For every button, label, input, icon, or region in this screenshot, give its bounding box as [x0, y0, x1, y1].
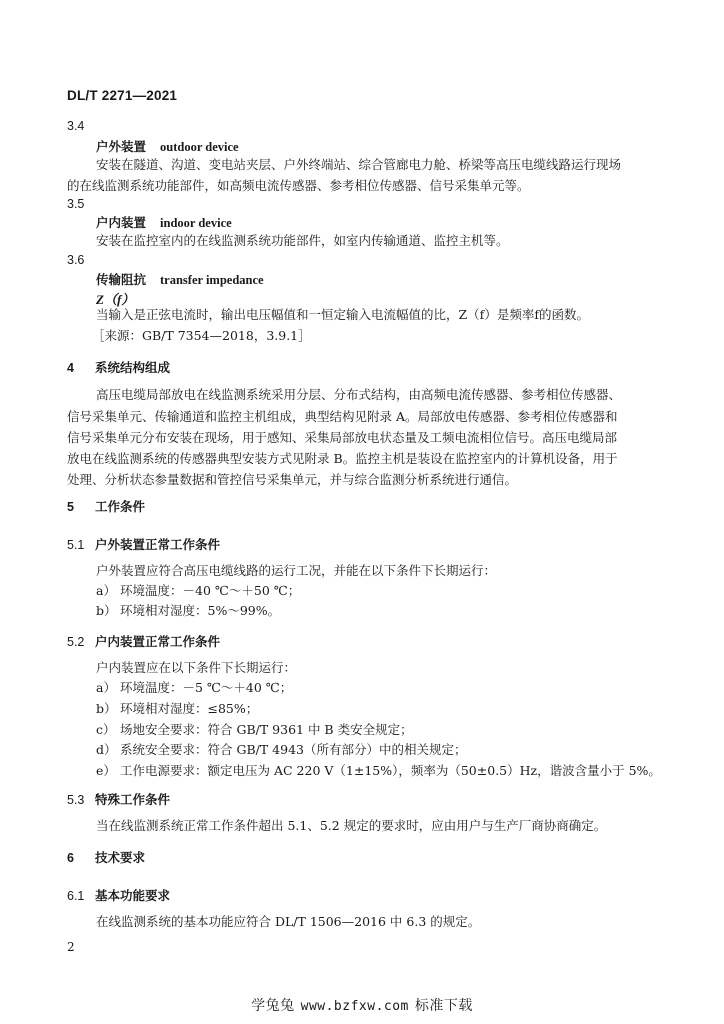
heading-title: 特殊工作条件 — [95, 792, 171, 807]
list-text: 环境温度：－40 ℃～＋50 ℃； — [120, 583, 301, 598]
list-text: 系统安全要求：符合 GB/T 4943（所有部分）中的相关规定； — [120, 742, 467, 757]
symbol-z-f: Z（f） — [96, 292, 135, 307]
term-cn: 传输阻抗 — [96, 272, 147, 287]
section-4-line2: 信号采集单元、传输通道和监控主机组成，典型结构见附录 A。局部放电传感器、参考相位传感器和 — [67, 409, 618, 424]
heading-number: 5.2 — [67, 635, 85, 649]
clause-number-3-5: 3.5 — [67, 197, 85, 211]
list-text: 工作电源要求：额定电压为 AC 220 V（1±15%），频率为（50±0.5）Hz，谐波含量小于 5%。 — [120, 763, 661, 778]
list-item — [96, 720, 413, 738]
section-4-line5: 处理、分析状态参量数据和管控信号采集单元，并与综合监测分析系统进行通信。 — [67, 472, 518, 487]
footer-url-link[interactable]: www.bzfxw.com — [300, 999, 409, 1014]
list-text: 环境温度：－5 ℃～＋40 ℃； — [120, 680, 293, 695]
heading-title: 基本功能要求 — [95, 888, 171, 903]
section-4-line4: 放电在线监测系统的传感器典型安装方式见附录 B。监控主机是装设在监控室内的计算机设备，用于 — [67, 451, 618, 466]
heading-number: 6 — [67, 851, 74, 865]
term-outdoor-device — [96, 137, 239, 155]
list-label: a） — [96, 583, 116, 598]
list-label: e） — [96, 763, 116, 778]
clause-number-3-6: 3.6 — [67, 253, 85, 267]
section-6-1-text: 在线监测系统的基本功能应符合 DL/T 1506—2016 中 6.3 的规定。 — [96, 914, 481, 929]
heading-number: 5.3 — [67, 793, 85, 807]
list-label: d） — [96, 742, 117, 757]
section-4-line3: 信号采集单元分布安装在现场，用于感知、采集局部放电状态量及工频电流相位信号。高压电缆局部 — [67, 430, 618, 445]
term-cn: 户外装置 — [96, 139, 147, 154]
definition-3-6-source: ［来源：GB/T 7354—2018，3.9.1］ — [92, 328, 311, 343]
list-label: a） — [96, 680, 116, 695]
footer-tagline: 标准下载 — [414, 998, 473, 1014]
page-number: 2 — [67, 940, 75, 954]
heading-title: 系统结构组成 — [95, 360, 171, 375]
heading-title: 技术要求 — [95, 850, 146, 865]
list-text: 环境相对湿度：≤85%； — [120, 701, 259, 716]
clause-number-3-4: 3.4 — [67, 119, 85, 133]
section-heading-5-3 — [67, 790, 170, 808]
term-indoor-device — [96, 213, 232, 231]
term-en: transfer impedance — [160, 273, 264, 287]
term-cn: 户内装置 — [96, 215, 147, 230]
section-heading-6 — [67, 848, 145, 866]
section-heading-6-1 — [67, 886, 170, 904]
heading-number: 4 — [67, 361, 74, 375]
list-item — [96, 761, 661, 779]
list-item — [96, 699, 258, 717]
term-transfer-impedance — [96, 270, 264, 288]
heading-title: 户外装置正常工作条件 — [95, 537, 221, 552]
heading-number: 5.1 — [67, 538, 85, 552]
section-5-3-text: 当在线监测系统正常工作条件超出 5.1、5.2 规定的要求时，应由用户与生产厂商协商确定。 — [96, 818, 607, 833]
definition-3-4-line1: 安装在隧道、沟道、变电站夹层、户外终端站、综合管廊电力舱、桥梁等高压电缆线路运行现场 — [96, 157, 622, 172]
list-label: b） — [96, 701, 117, 716]
term-en: outdoor device — [160, 140, 239, 154]
section-heading-5-1 — [67, 535, 220, 553]
list-item — [96, 581, 300, 599]
list-item — [96, 678, 292, 696]
heading-number: 6.1 — [67, 889, 85, 903]
definition-3-4-line2: 的在线监测系统功能部件，如高频电流传感器、参考相位传感器、信号采集单元等。 — [67, 178, 530, 193]
section-heading-5-2 — [67, 632, 220, 650]
section-5-1-intro: 户外装置应符合高压电缆线路的运行工况，并能在以下条件下长期运行： — [96, 563, 497, 578]
definition-3-5-line1: 安装在监控室内的在线监测系统功能部件，如室内传输通道、监控主机等。 — [96, 233, 509, 248]
definition-3-6-line1: 当输入是正弦电流时，输出电压幅值和一恒定输入电流幅值的比，Z（f）是频率f的函数。 — [96, 307, 589, 322]
list-text: 环境相对湿度：5%～99%。 — [120, 603, 281, 618]
download-site-footer — [0, 995, 724, 1015]
list-item — [96, 740, 466, 758]
section-heading-4 — [67, 358, 170, 376]
list-item — [96, 601, 280, 619]
section-4-line1: 高压电缆局部放电在线监测系统采用分层、分布式结构，由高频电流传感器、参考相位传感器、 — [96, 387, 622, 402]
list-label: c） — [96, 722, 116, 737]
section-heading-5 — [67, 497, 145, 515]
heading-title: 工作条件 — [95, 499, 146, 514]
section-5-2-intro: 户内装置应在以下条件下长期运行： — [96, 660, 297, 675]
heading-title: 户内装置正常工作条件 — [95, 634, 221, 649]
list-label: b） — [96, 603, 117, 618]
term-en: indoor device — [160, 216, 232, 230]
list-text: 场地安全要求：符合 GB/T 9361 中 B 类安全规定； — [120, 722, 413, 737]
document-code-header: DL/T 2271—2021 — [67, 88, 178, 103]
heading-number: 5 — [67, 500, 74, 514]
footer-site-name: 学兔兔 — [251, 998, 295, 1014]
